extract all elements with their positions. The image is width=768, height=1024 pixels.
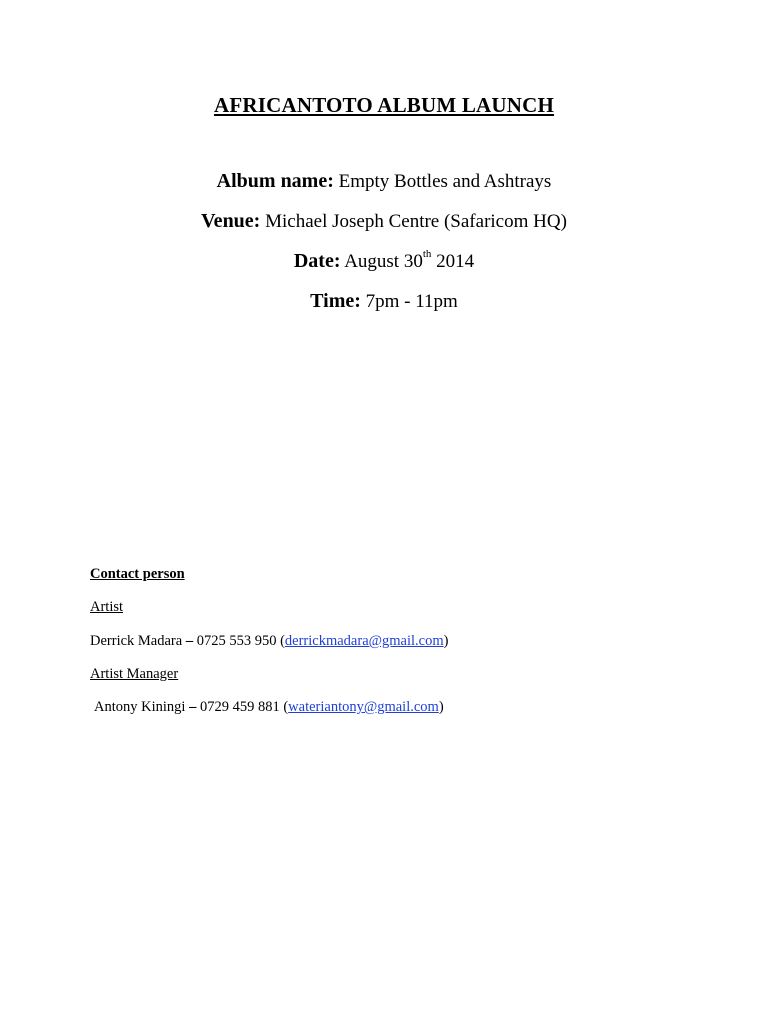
album-name-label: Album name: [216,170,334,192]
date-label: Date: [293,250,341,272]
manager-heading: Artist Manager [90,666,179,682]
time-line [0,290,768,313]
artist-heading: Artist [90,599,124,615]
date-ordinal-suffix: th [422,248,432,260]
date-value [344,248,475,272]
artist-phone: 0725 553 950 [196,633,277,649]
date-value-year: 2014 [431,251,475,272]
venue-line [0,210,768,233]
manager-phone: 0729 459 881 [199,699,280,715]
manager-name: Antony Kiningi [94,699,186,715]
time-label: Time: [310,290,361,312]
contact-heading: Contact person [90,566,185,582]
date-value-day: August 30 [344,251,423,272]
document-title: AFRICANTOTO ALBUM LAUNCH [213,93,555,117]
artist-contact-line: Derrick Madara – 0725 553 950 (derrickmadara@gmail.com) [90,633,449,649]
venue-label: Venue: [201,210,261,232]
artist-email-link[interactable]: derrickmadara@gmail.com [284,633,444,649]
manager-email-link[interactable]: wateriantony@gmail.com [288,699,439,715]
album-name-value: Empty Bottles and Ashtrays [338,171,552,192]
album-name-line [0,170,768,193]
artist-name: Derrick Madara [90,633,183,649]
date-line [0,250,768,273]
manager-contact-line: Antony Kiningi – 0729 459 881 (wateriantony@gmail.com) [94,699,444,715]
time-value: 7pm - 11pm [365,291,458,312]
venue-value: Michael Joseph Centre (Safaricom HQ) [265,211,567,232]
